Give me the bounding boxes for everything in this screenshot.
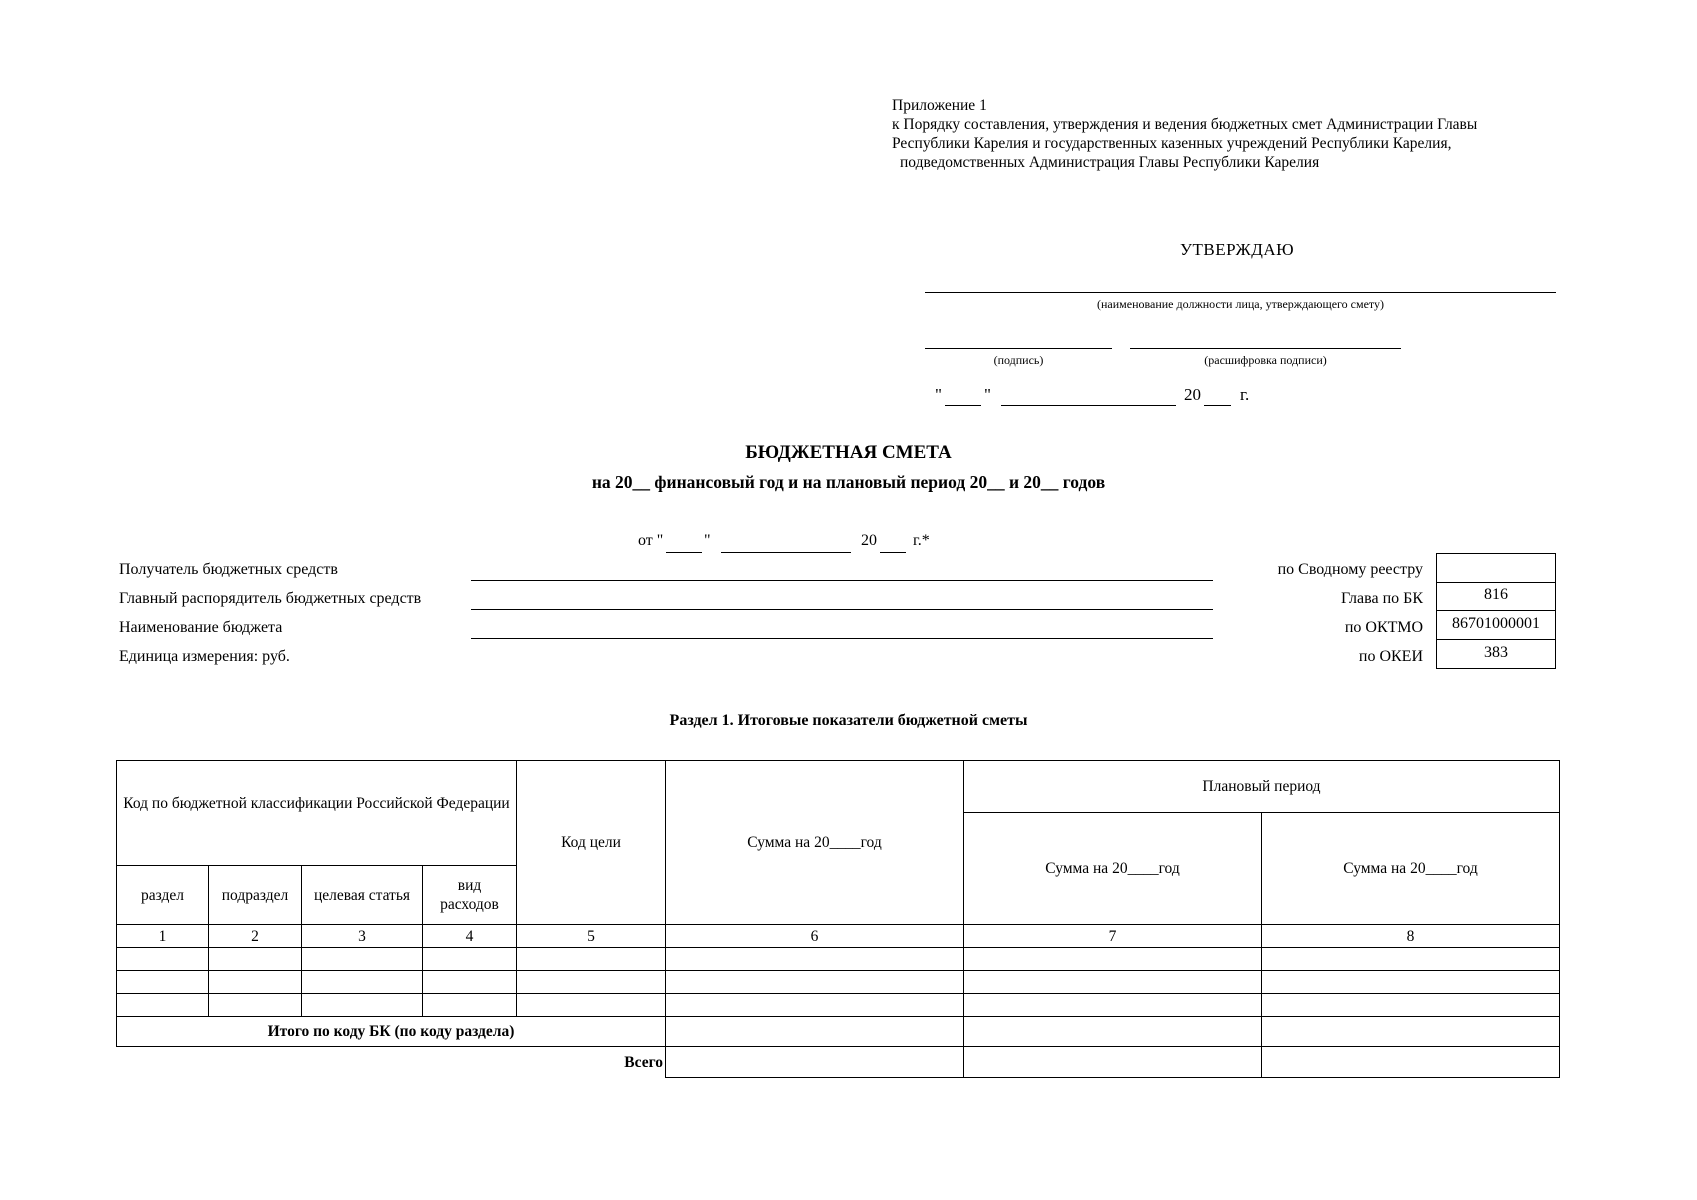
doc-date-prefix: от " [638, 532, 664, 549]
table-cell[interactable] [517, 948, 666, 971]
table-row [117, 971, 1560, 994]
doc-month-line[interactable] [721, 552, 851, 553]
total-by-code-cell[interactable] [964, 1017, 1262, 1047]
consolidated-register-label: по Сводному реестру [1277, 561, 1423, 578]
oktmo-code[interactable]: 86701000001 [1436, 610, 1556, 640]
approve-title: УТВЕРЖДАЮ [1180, 240, 1295, 259]
unit-label: Единица измерения: руб. [119, 648, 290, 665]
col-number: 1 [117, 925, 209, 948]
okei-code[interactable]: 383 [1436, 639, 1556, 669]
total-by-code-cell[interactable] [666, 1017, 964, 1047]
bk-chapter-code[interactable]: 816 [1436, 581, 1556, 611]
table-cell[interactable] [1262, 971, 1560, 994]
signature-decoding-caption: (расшифровка подписи) [1204, 353, 1327, 367]
table-cell[interactable] [209, 971, 302, 994]
table-cell[interactable] [302, 971, 423, 994]
header-kod-celi: Код цели [517, 761, 666, 925]
signature-decoding-line[interactable] [1130, 348, 1401, 349]
budget-name-line[interactable] [471, 638, 1213, 639]
header-summa-plan1: Сумма на 20____год [964, 813, 1262, 925]
header-summa-plan2: Сумма на 20____год [1262, 813, 1560, 925]
main-manager-label: Главный распорядитель бюджетных средств [119, 590, 422, 607]
table-cell[interactable] [423, 994, 517, 1017]
table-cell[interactable] [666, 971, 964, 994]
doc-year-prefix: 20 [861, 532, 877, 549]
approve-year-line[interactable] [1204, 405, 1231, 406]
header-planned-period: Плановый период [964, 761, 1560, 813]
table-cell[interactable] [117, 948, 209, 971]
total-by-code-cell[interactable] [1262, 1017, 1560, 1047]
grand-total-row [117, 1047, 1560, 1078]
header-vid: вид расходов [423, 866, 517, 925]
total-by-code-row [117, 1017, 1560, 1047]
appendix-line-1: Приложение 1 [892, 97, 987, 114]
col-number: 3 [302, 925, 423, 948]
header-classification: Код по бюджетной классификации Российской Федерации [117, 761, 517, 866]
grand-total-cell[interactable] [1262, 1047, 1560, 1078]
position-caption: (наименование должности лица, утверждающего смету) [1097, 297, 1384, 311]
table-cell[interactable] [117, 994, 209, 1017]
grand-total-label: Всего [624, 1053, 663, 1071]
table-cell[interactable] [302, 948, 423, 971]
approve-date-open-quote: " [935, 385, 942, 404]
table-cell[interactable] [117, 971, 209, 994]
total-by-code-label: Итого по коду БК (по коду раздела) [117, 1017, 666, 1047]
approve-date-close-quote: " [984, 385, 991, 404]
col-number: 4 [423, 925, 517, 948]
doc-date-suffix: г.* [913, 532, 930, 549]
col-number: 6 [666, 925, 964, 948]
table-cell[interactable] [1262, 994, 1560, 1017]
doc-day-line[interactable] [666, 552, 702, 553]
table-cell[interactable] [964, 994, 1262, 1017]
signature-line[interactable] [925, 348, 1112, 349]
table-cell[interactable] [517, 994, 666, 1017]
col-number: 8 [1262, 925, 1560, 948]
col-number: 2 [209, 925, 302, 948]
col-number: 5 [517, 925, 666, 948]
doc-year-line[interactable] [880, 552, 906, 553]
recipient-label: Получатель бюджетных средств [119, 561, 338, 578]
col-number: 7 [964, 925, 1262, 948]
table-cell[interactable] [302, 994, 423, 1017]
table-cell[interactable] [423, 971, 517, 994]
approve-day-line[interactable] [945, 405, 981, 406]
signature-caption: (подпись) [993, 353, 1044, 367]
header-summa-current: Сумма на 20____год [666, 761, 964, 925]
table-cell[interactable] [1262, 948, 1560, 971]
table-cell[interactable] [517, 971, 666, 994]
table-cell[interactable] [209, 994, 302, 1017]
table-cell[interactable] [666, 948, 964, 971]
recipient-line[interactable] [471, 580, 1213, 581]
main-manager-line[interactable] [471, 609, 1213, 610]
appendix-line-3: Республики Карелия и государственных казенных учреждений Республики Карелия, [892, 135, 1452, 152]
table-cell[interactable] [423, 948, 517, 971]
document-title: БЮДЖЕТНАЯ СМЕТА [745, 442, 952, 463]
budget-table [116, 760, 1560, 1078]
table-row [117, 994, 1560, 1017]
table-cell[interactable] [666, 994, 964, 1017]
appendix-line-2: к Порядку составления, утверждения и ведения бюджетных смет Администрации Главы [892, 116, 1478, 133]
position-line[interactable] [925, 292, 1556, 293]
document-subtitle: на 20__ финансовый год и на плановый период 20__ и 20__ годов [591, 472, 1106, 492]
section-1-title: Раздел 1. Итоговые показатели бюджетной сметы [669, 712, 1028, 729]
appendix-line-4: подведомственных Администрация Главы Республики Карелия [900, 154, 1320, 171]
consolidated-register-code[interactable] [1436, 553, 1556, 583]
table-cell[interactable] [209, 948, 302, 971]
table-row [117, 948, 1560, 971]
approve-month-line[interactable] [1001, 405, 1176, 406]
table-cell[interactable] [964, 971, 1262, 994]
bk-chapter-label: Глава по БК [1341, 590, 1423, 607]
appendix-block [892, 96, 1477, 172]
table-cell[interactable] [964, 948, 1262, 971]
oktmo-label: по ОКТМО [1344, 619, 1423, 636]
budget-name-label: Наименование бюджета [119, 619, 283, 636]
doc-date-quote: " [704, 532, 711, 549]
okei-label: по ОКЕИ [1358, 648, 1423, 665]
grand-total-cell[interactable] [964, 1047, 1262, 1078]
grand-total-cell[interactable] [666, 1047, 964, 1078]
approve-year-prefix: 20 [1184, 385, 1201, 404]
header-celevaya: целевая статья [302, 866, 423, 925]
approve-year-suffix: г. [1240, 385, 1250, 404]
header-podrazdel: подраздел [209, 866, 302, 925]
header-razdel: раздел [117, 866, 209, 925]
